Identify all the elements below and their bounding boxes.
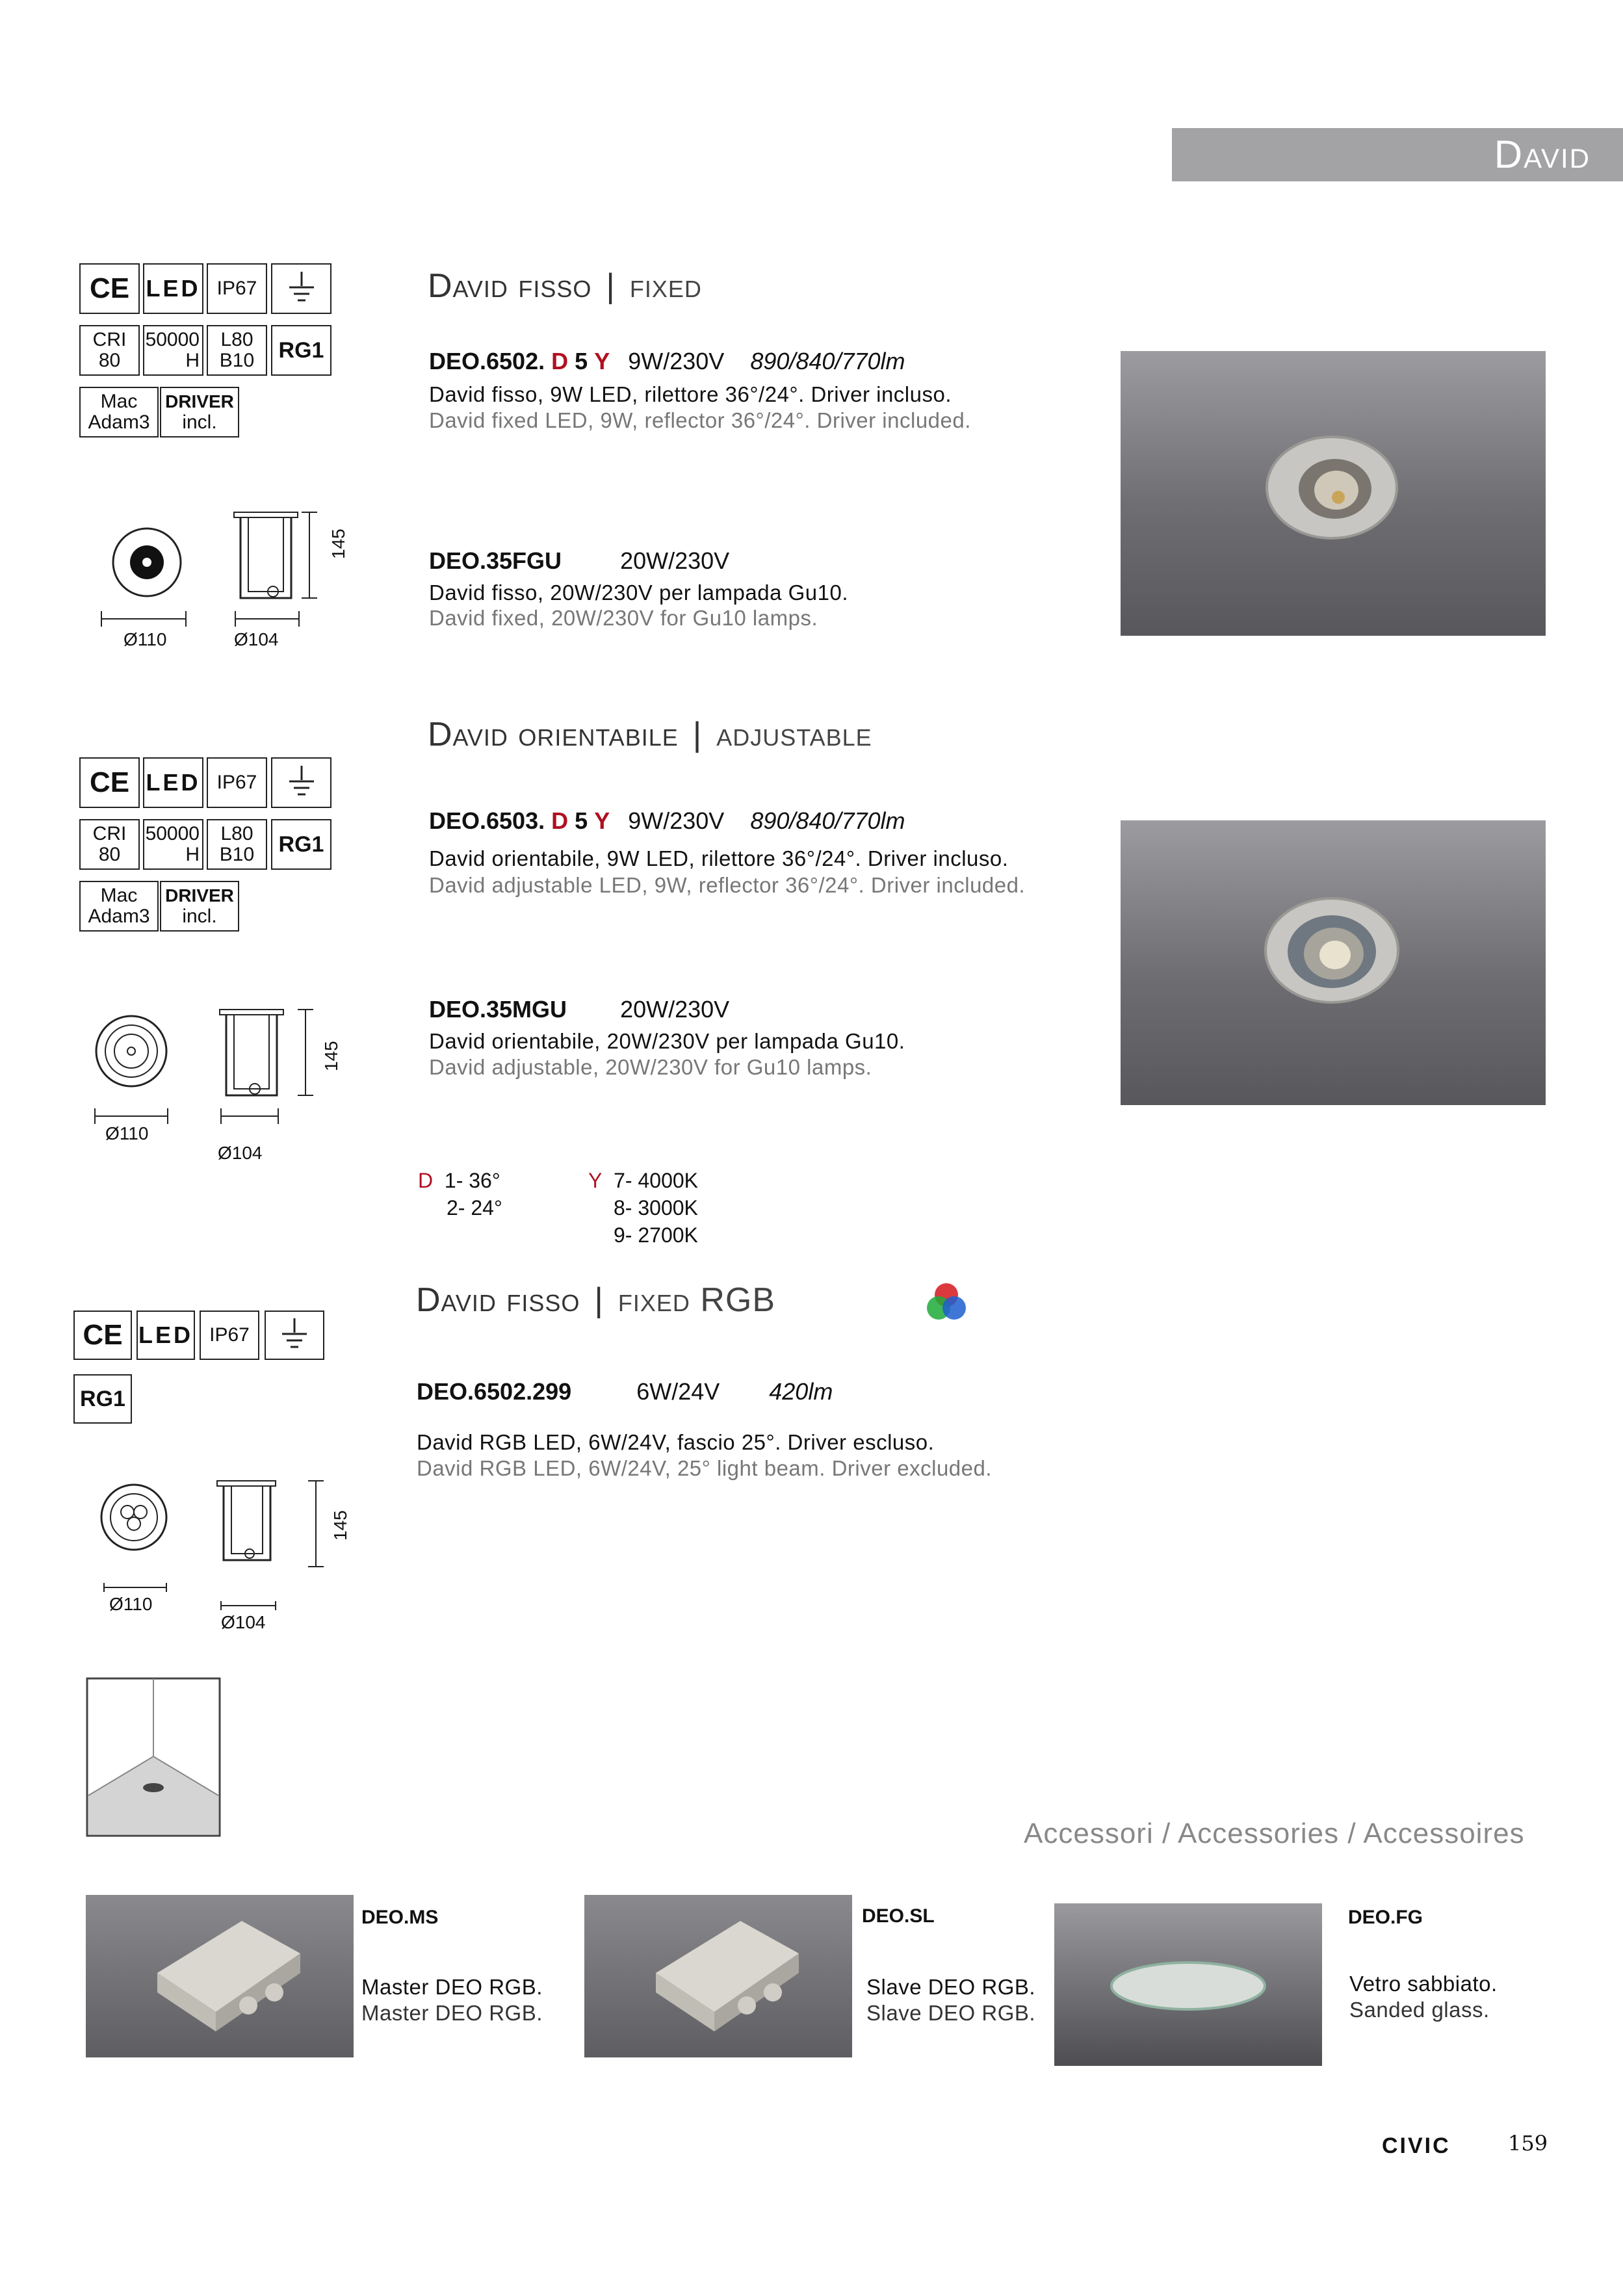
accessory-code: DEO.FG [1348, 1907, 1423, 1928]
driver-top: DRIVER [165, 885, 234, 906]
accessory-code: DEO.MS [361, 1907, 439, 1928]
legend-y2: 8- 3000K [614, 1196, 698, 1220]
product-desc-en: David adjustable LED, 9W, reflector 36°/24°. Driver included. [429, 873, 1026, 897]
dim-inner-diameter: Ø104 [218, 1143, 263, 1163]
product-desc-en: David adjustable, 20W/230V for Gu10 lamps. [429, 1055, 872, 1079]
risk-group-badge: RG1 [271, 819, 331, 870]
section-title-en: fixed RGB [617, 1281, 776, 1319]
accessory-desc-en: Sanded glass. [1349, 1998, 1490, 2022]
product-spec: 9W/230V [628, 807, 725, 834]
driver-bottom: incl. [182, 906, 217, 927]
macadam-top: Mac [100, 391, 138, 412]
product-desc-en: David fixed LED, 9W, reflector 36°/24°. Driver included. [429, 408, 971, 432]
dim-outer-diameter: Ø110 [109, 1594, 153, 1614]
accessory-desc-it: Slave DEO RGB. [866, 1975, 1036, 1999]
section-title-it: David fisso [416, 1281, 580, 1319]
ce-mark-icon: CE [79, 263, 140, 314]
section-title [428, 715, 872, 754]
dim-height: 145 [330, 1510, 350, 1541]
lifetime-value: 50000 [145, 823, 200, 844]
cri-label: CRI [92, 329, 127, 350]
chapter-bar [1172, 128, 1623, 181]
lumen-maintenance-badge [207, 325, 267, 376]
accessory-desc-en: Master DEO RGB. [361, 2001, 543, 2025]
option-y: Y [594, 348, 610, 374]
macadam-bottom: Adam3 [88, 906, 150, 927]
legend-y3: 9- 2700K [614, 1223, 698, 1247]
product-code: DEO.6502.299 [417, 1378, 572, 1405]
product-spec: 20W/230V [620, 547, 730, 574]
accessory-photo [1054, 1903, 1322, 2066]
product-code-line [429, 996, 729, 1023]
ce-mark-icon: CE [73, 1311, 132, 1360]
ce-mark-icon: CE [79, 757, 140, 808]
cri-badge [79, 819, 140, 870]
led-badge: LED [136, 1311, 195, 1360]
lumen-top: L80 [220, 329, 253, 350]
installation-illustration [86, 1677, 221, 1837]
ip-rating-badge: IP67 [200, 1311, 259, 1360]
section-title-en: adjustable [716, 716, 872, 753]
driver-bottom: incl. [182, 411, 217, 433]
product-spec: 20W/230V [620, 996, 730, 1023]
led-badge: LED [143, 263, 203, 314]
product-desc-it: David fisso, 20W/230V per lampada Gu10. [429, 581, 849, 605]
option-d: D [551, 807, 569, 834]
lifetime-unit: H [185, 844, 200, 865]
product-code-line [429, 547, 729, 575]
led-badge: LED [143, 757, 203, 808]
legend-d1: 1- 36° [444, 1169, 500, 1192]
title-separator: | [594, 1281, 604, 1319]
driver-badge [160, 881, 239, 932]
title-separator: | [692, 716, 703, 753]
page-number: 159 [1508, 2131, 1548, 2156]
title-separator: | [606, 267, 616, 305]
lumen-bottom: B10 [219, 844, 255, 865]
product-lumen: 420lm [769, 1378, 833, 1405]
risk-group-badge: RG1 [271, 325, 331, 376]
product-photo [1121, 351, 1546, 636]
product-photo [1121, 820, 1546, 1105]
product-spec: 9W/230V [628, 348, 725, 374]
lifetime-unit: H [185, 350, 200, 371]
product-code: DEO.35MGU [429, 996, 567, 1023]
dim-outer-diameter: Ø110 [123, 629, 167, 649]
lumen-bottom: B10 [219, 350, 255, 371]
cri-label: CRI [92, 823, 127, 844]
option-5: 5 [575, 807, 588, 834]
product-desc-en: David fixed, 20W/230V for Gu10 lamps. [429, 606, 818, 630]
dim-height: 145 [321, 1041, 341, 1071]
brand-logo: CIVIC [1382, 2133, 1451, 2158]
macadam-top: Mac [100, 885, 138, 906]
accessory-desc-it: Vetro sabbiato. [1349, 1972, 1498, 1996]
legend-y-key: Y [588, 1169, 603, 1192]
lifetime-badge [143, 819, 203, 870]
product-code: DEO.35FGU [429, 547, 562, 574]
section-title [428, 267, 702, 306]
cri-value: 80 [98, 350, 121, 371]
product-spec: 6W/24V [636, 1378, 720, 1405]
earth-ground-icon [271, 757, 331, 808]
earth-ground-icon [265, 1311, 324, 1360]
product-code-line [429, 348, 905, 375]
product-desc-it: David RGB LED, 6W/24V, fascio 25°. Driver escluso. [417, 1430, 935, 1454]
legend-y1: 7- 4000K [614, 1169, 698, 1192]
section-title-en: fixed [629, 267, 702, 305]
section-title [416, 1281, 775, 1320]
lifetime-value: 50000 [145, 329, 200, 350]
legend-y-row [588, 1169, 698, 1193]
macadam-badge [79, 881, 159, 932]
accessory-code: DEO.SL [862, 1905, 935, 1927]
product-lumen: 890/840/770lm [750, 348, 905, 374]
lumen-maintenance-badge [207, 819, 267, 870]
accessory-desc-en: Slave DEO RGB. [866, 2001, 1036, 2025]
section-title-it: David orientabile [428, 716, 679, 753]
ip-rating-badge: IP67 [207, 757, 267, 808]
product-desc-en: David RGB LED, 6W/24V, 25° light beam. Driver excluded. [417, 1456, 993, 1480]
accessory-photo [86, 1895, 354, 2057]
product-desc-it: David fisso, 9W LED, rilettore 36°/24°. Driver incluso. [429, 382, 952, 406]
product-code-line [429, 807, 905, 835]
driver-badge [160, 387, 239, 437]
accessory-desc-it: Master DEO RGB. [361, 1975, 543, 1999]
accessories-title: Accessori / Accessories / Accessoires [1024, 1818, 1525, 1849]
option-5: 5 [575, 348, 588, 374]
macadam-badge [79, 387, 159, 437]
product-code: DEO.6503. [429, 807, 545, 834]
product-desc-it: David orientabile, 20W/230V per lampada Gu10. [429, 1029, 905, 1053]
option-y: Y [594, 807, 610, 834]
legend-d-row [418, 1169, 500, 1193]
cri-value: 80 [98, 844, 121, 865]
section-title-it: David fisso [428, 267, 592, 305]
lifetime-badge [143, 325, 203, 376]
dim-inner-diameter: Ø104 [221, 1612, 266, 1632]
rgb-color-icon [923, 1279, 970, 1326]
accessory-photo [584, 1895, 852, 2057]
product-lumen: 890/840/770lm [750, 807, 905, 834]
dim-inner-diameter: Ø104 [234, 629, 279, 649]
chapter-title: David [1494, 133, 1591, 176]
earth-ground-icon [271, 263, 331, 314]
dim-height: 145 [328, 528, 348, 559]
driver-top: DRIVER [165, 391, 234, 411]
risk-group-badge: RG1 [73, 1374, 132, 1424]
product-desc-it: David orientabile, 9W LED, rilettore 36°/24°. Driver incluso. [429, 846, 1009, 870]
product-code: DEO.6502. [429, 348, 545, 374]
lumen-top: L80 [220, 823, 253, 844]
macadam-bottom: Adam3 [88, 411, 150, 433]
legend-d2: 2- 24° [447, 1196, 502, 1220]
option-d: D [551, 348, 569, 374]
dim-outer-diameter: Ø110 [105, 1123, 149, 1143]
legend-d-key: D [418, 1169, 434, 1192]
ip-rating-badge: IP67 [207, 263, 267, 314]
product-code-line [417, 1378, 833, 1405]
cri-badge [79, 325, 140, 376]
